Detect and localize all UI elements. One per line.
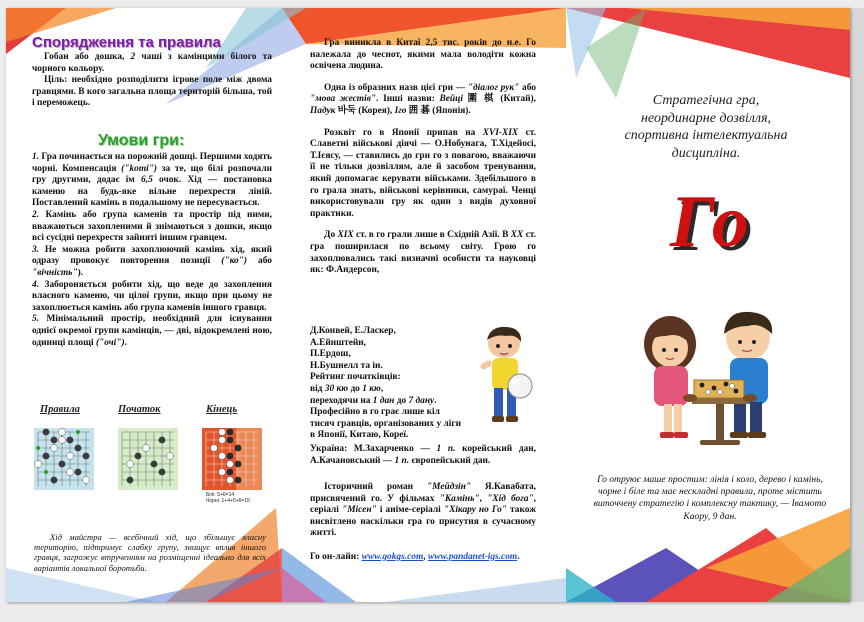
master-move-caption [34,532,266,573]
equipment-heading: Спорядження та правила [32,34,221,51]
subtitle: Стратегічна гра, неординарне дозвілля, спортивна інтелектуальна дисципліна. [624,93,788,161]
score-white: Білі: 5+6=14 [206,492,235,498]
rule-item: 1. Гра починається на порожній дошці. Першими ходять чорні. Компенсація ("komi") за те, що білі розпочали гру другими, додає їм 6,5 очок. Хід — постановка каменю на будь-яке вільне перехрестя ліній. Поставлений камінь в подальшому не пересувається. [32,152,272,209]
rules-list [32,152,272,349]
score-note [206,492,250,504]
board-label-end: Кінець [206,404,238,415]
rating-line: переходячи на 1 дан до 7 дану. [310,395,437,406]
history-section [310,38,536,277]
culture-section [310,482,536,564]
rule-item: 3. Не можна робити захоплюючий камінь хід, який одразу провокує повторення позиції ("ко") або "вічність"). [32,244,272,278]
online-line: Го он-лайн: www.gokgs.com, www.pandanet-igs.com. [310,551,520,562]
names-paragraph: Одна із образних назв цієї гри — "діалог рук" або "мова жестів". Інші назви: Вейці 圍 棋 (Китай), Падук 바둑 (Корея), Ігo 囲 碁 (Японія). [310,82,536,116]
famous-players-list [310,326,480,442]
pandanet-link[interactable]: www.pandanet-igs.com [427,551,518,562]
ukraine-line [310,444,536,467]
rating-line: тисяч гравців, організованих у ліги [310,418,462,429]
rating-line: від 30 кю до 1 кю, [310,383,384,394]
score-black: Чорні: 1+4+5+6=15 [206,498,250,504]
world-paragraph: До XIX ст. в го грали лише в Східній Азії. В XX ст. гра поширилася по всьому світу. Грою го захоплювались такі визначні особисти та науковці як: Ф.Андерсон, [310,230,537,276]
rule-item: 4. Забороняється робити хід, що веде до захоплення власного каменю, чи цілої групи, якщо при цьому не захоплюється камінь або група каменів іншого гравця. [32,279,272,313]
kids-playing-go-illustration [630,300,786,450]
origin-paragraph: Гра виникла в Китаї 2,5 тис. років до н.е. Го належала до чеснот, якими мала володіти кожна освічена людина. [310,38,536,72]
japan-paragraph: Розквіт го в Японії припав на XVI-XIX ст. Славетні військові діячі — О.Нобунага, Т.Хідейосі, Т.Ієясу, — ставились до гри го з повагою, вважаючи її не тільки дозвіллям, але й засобом тренування, який допомагає керувати військами. Здебільшого в го грала знать, військові керівники, самураї. Ченці використовували гру як один з видів духовної практики. [310,127,537,219]
conditions-heading: Умови гри: [98,132,185,149]
caption-text: Хід майстра — всебічний хід, що збільшує власну територію, підтримує слабку групу, знищує вплив іншого гравця, загрожує втрученням на розміщенні ідеально для всіх варіантів локальної боротьби. [34,532,266,573]
rating-line: Рейтинг початківців: [310,372,401,383]
rule-item: 2. Камінь або група каменів та простір під ними, вважаються захопленими й знімаються з дошки, якщо всі сусідні перехрестя зайняті іншим гравцем. [32,209,272,244]
rating-line: в Японії, Китаю, Кореї. [310,430,409,441]
iwamoto-quote: Го отруює маше простим: лінія і коло, дерево і камінь, чорне і біле та має нескладні правила, проте містить виточчену стратегію і комплексну тактику, — Івамото Каору, 9 дан. [593,474,827,522]
equipment-section [32,52,272,110]
board-label-rules: Правила [40,404,80,415]
boy-with-stone-illustration [476,324,538,434]
goal-text: Ціль: необхідно розподілити ігрове поле між двома гравцями. В кого загальна площа територій більша, той і переможець. [32,75,272,109]
equipment-text: Гобан або дошка, 2 чаші з камінцями білого та чорного кольору. [32,52,272,74]
page-shadow [850,8,864,602]
go-title: Го [670,181,750,263]
famous-name-line: Д.Конвей, Е.Ласкер, [310,326,396,336]
board-label-start: Початок [118,404,161,415]
gokgs-link[interactable]: www.gokgs.com [361,551,424,562]
brochure-page [6,8,850,602]
famous-name-line: П.Ердош, [310,349,351,360]
ukraine-text: Україна: М.Захарченко — 1 п. корейський дан, А.Качановський — 1 п. європейський дан. [310,444,537,466]
end-board-diagram [202,428,262,490]
famous-name-line: А.Ейнштейн, [310,337,366,348]
rules-board-diagram [34,428,94,490]
famous-name-line: Н.Бушнелл та ін. [310,360,383,371]
start-board-diagram [118,428,178,490]
rule-item: 5. Мінімальний простір, необхідний для існування однієї окремої групи камінців, — дві, відокремлені ною, одиниці площі ("очі"). [32,314,272,348]
rating-line: Професійно в го грає лише кіл [310,407,440,418]
culture-paragraph: Історичний роман "Мейдзін" Я.Кавабата, присвячений го. У фільмах "Камінь", "Хід бога", серіалі "Місен" і аніме-серіалі "Хікару но Го" також висвітлено наскільки гра го присутня в сучасному житті. [310,482,537,539]
